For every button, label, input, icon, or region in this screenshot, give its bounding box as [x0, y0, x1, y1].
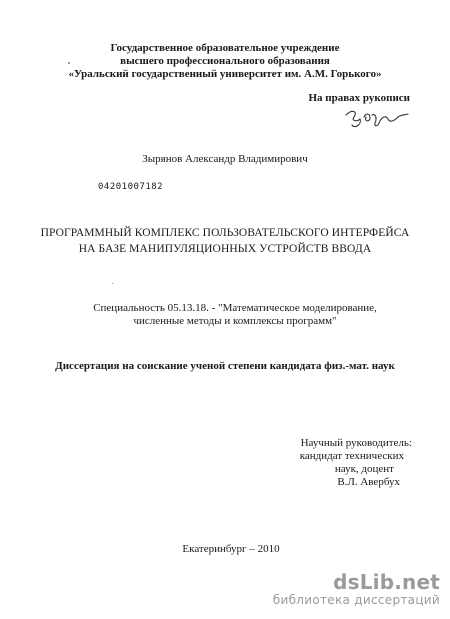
dissertation-title [0, 225, 450, 257]
manuscript-rights-label: На правах рукописи [308, 92, 410, 104]
advisor-line-3: наук, доцент [334, 463, 394, 475]
advisor-line-4: В.Л. Авербух [337, 476, 400, 488]
specialty-line-2: численные методы и комплексы программ" [133, 315, 337, 327]
advisor-line-1: Научный руководитель: [300, 437, 412, 449]
specialty-block [0, 302, 450, 328]
title-line-2: НА БАЗЕ МАНИПУЛЯЦИОННЫХ УСТРОЙСТВ ВВОДА [78, 243, 372, 255]
author-name: Зырянов Александр Владимирович [142, 153, 308, 165]
specialty-line-1: Специальность 05.13.18. - "Математическое моделирование, [93, 302, 377, 314]
degree-statement: Диссертация на соискание ученой степени кандидата физ.-мат. наук [55, 360, 395, 372]
handwritten-signature [342, 105, 412, 131]
watermark-subtitle: библиотека диссертаций [272, 593, 440, 607]
header-line-2: высшего профессионального образования [120, 55, 330, 67]
scientific-advisor-block [300, 437, 412, 489]
title-line-1: ПРОГРАММНЫЙ КОМПЛЕКС ПОЛЬЗОВАТЕЛЬСКОГО ИНТЕРФЕЙСА [40, 227, 410, 239]
scan-speck [112, 283, 113, 284]
header-line-3: «Уральский государственный университет им. А.М. Горького» [68, 68, 382, 80]
watermark-brand: dsLib.net [333, 570, 440, 594]
watermark [273, 571, 440, 607]
advisor-line-2: кандидат технических [299, 450, 404, 462]
catalog-code: 04201007182 [98, 182, 164, 192]
city-year: Екатеринбург – 2010 [182, 543, 280, 555]
scan-speck [68, 62, 70, 64]
header-line-1: Государственное образовательное учреждение [110, 42, 340, 54]
